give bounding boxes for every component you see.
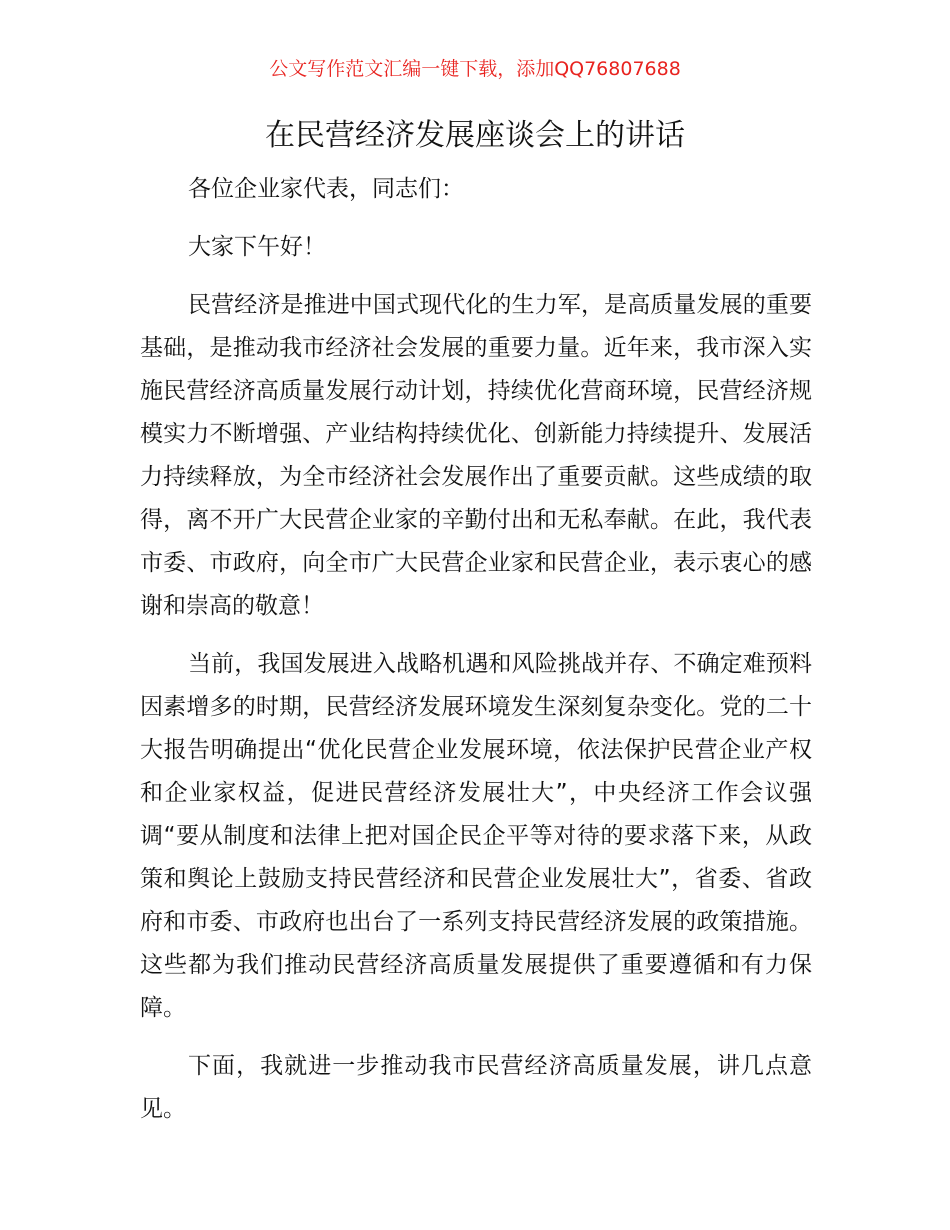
salutation: 各位企业家代表，同志们： <box>188 176 464 202</box>
paragraph-2: 当前，我国发展进入战略机遇和风险挑战并存、不确定难预料因素增多的时期，民营经济发展环境发生深刻复杂变化。党的二十大报告明确提出“优化民营企业发展环境，依法保护民营企业产权和企业家权益，促进民营经济发展壮大”，中央经济工作会议强调“要从制度和法律上把对国企民企平等对待的要求落下来，从政策和舆论上鼓励支持民营经济和民营企业发展壮大”，省委、省政府和市委、市政府也出台了一系列支持民营经济发展的政策措施。这些都为我们推动民营经济高质量发展提供了重要遵循和有力保障。 <box>140 651 812 1021</box>
download-promo-note: 公文写作范文汇编一键下载，添加QQ76807688 <box>269 58 681 80</box>
document-body <box>140 168 812 1146</box>
paragraph-3: 下面，我就进一步推动我市民营经济高质量发展，讲几点意见。 <box>140 1053 812 1122</box>
greeting: 大家下午好！ <box>188 234 326 260</box>
document-title: 在民营经济发展座谈会上的讲话 <box>265 118 685 153</box>
paragraph-1: 民营经济是推进中国式现代化的生力军，是高质量发展的重要基础，是推动我市经济社会发展的重要力量。近年来，我市深入实施民营经济高质量发展行动计划，持续优化营商环境，民营经济规模实力不断增强、产业结构持续优化、创新能力持续提升、发展活力持续释放，为全市经济社会发展作出了重要贡献。这些成绩的取得，离不开广大民营企业家的辛勤付出和无私奉献。在此，我代表市委、市政府，向全市广大民营企业家和民营企业，表示衷心的感谢和崇高的敬意！ <box>140 292 812 619</box>
